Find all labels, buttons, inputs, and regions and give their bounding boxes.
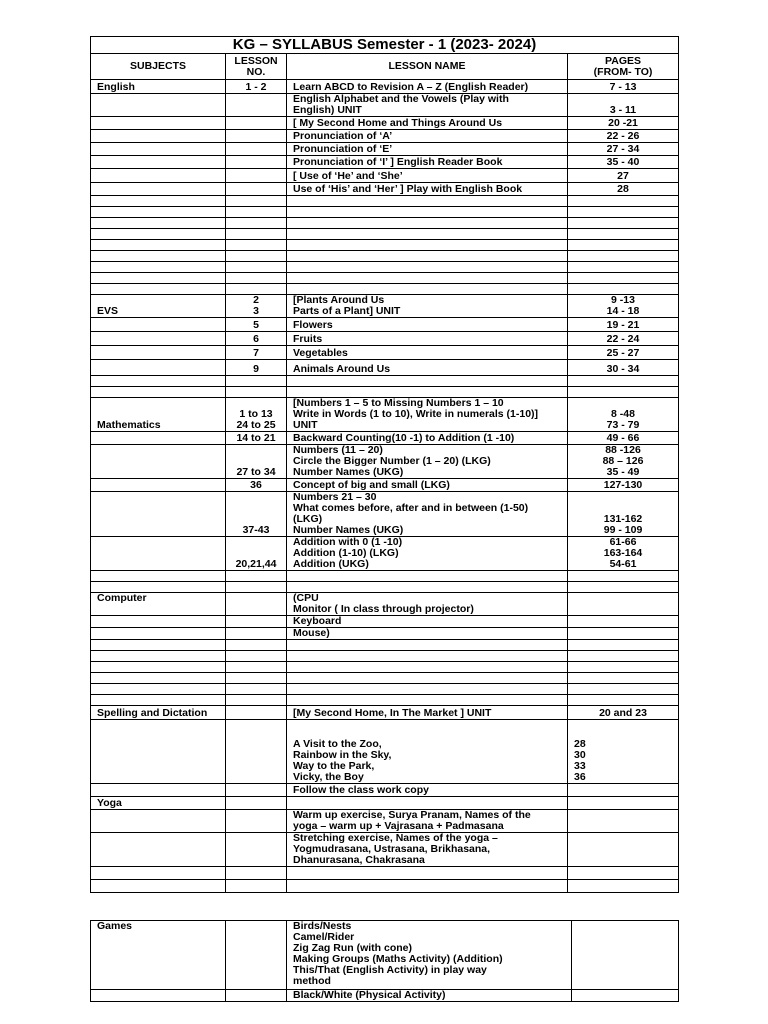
lesson-name: English Alphabet and the Vowels (Play with English) UNIT: [287, 94, 568, 117]
table-row: [91, 398, 679, 432]
header-lesson-no: LESSON NO.: [226, 54, 287, 80]
subject-games: Games: [91, 921, 226, 990]
pages: 22 - 24: [568, 332, 679, 346]
table-row: [91, 143, 679, 156]
table-row: [91, 117, 679, 130]
table-row: [91, 295, 679, 318]
empty-row: [91, 867, 679, 880]
pages: 35 - 40: [568, 156, 679, 169]
pages: 49 - 66: [568, 432, 679, 445]
table-row: [91, 492, 679, 537]
empty-row: [91, 240, 679, 251]
pages: 88 -126 88 – 126 35 - 49: [568, 445, 679, 479]
table-row: [91, 990, 679, 1002]
table-row: [91, 183, 679, 196]
pages: 30 - 34: [568, 360, 679, 376]
empty-row: [91, 262, 679, 273]
lesson-no: 1 to 13 24 to 25: [226, 398, 287, 432]
lesson-no: 6: [226, 332, 287, 346]
empty-row: [91, 662, 679, 673]
lesson-name: Black/White (Physical Activity): [287, 990, 572, 1002]
lesson-no: 36: [226, 479, 287, 492]
lesson-no: 2 3: [226, 295, 287, 318]
table-row: [91, 432, 679, 445]
lesson-name: Animals Around Us: [287, 360, 568, 376]
empty-row: [91, 218, 679, 229]
lesson-name: [My Second Home, In The Market ] UNIT: [287, 706, 568, 720]
lesson-no: 20,21,44: [226, 537, 287, 571]
empty-row: [91, 695, 679, 706]
lesson-no: 9: [226, 360, 287, 376]
table-row: [91, 94, 679, 117]
table-row: [91, 593, 679, 616]
lesson-name: Use of ‘His’ and ‘Her’ ] Play with English Book: [287, 183, 568, 196]
pages: 19 - 21: [568, 318, 679, 332]
page-title: KG – SYLLABUS Semester - 1 (2023- 2024): [91, 37, 679, 54]
lesson-name: Stretching exercise, Names of the yoga – Yogmudrasana, Ustrasana, Brikhasana, Dhanurasana, Chakrasana: [287, 833, 568, 867]
lesson-name: Birds/Nests Camel/Rider Zig Zag Run (with cone) Making Groups (Maths Activity) (Addition) This/That (English Activity) in play way method: [287, 921, 572, 990]
header-subjects: SUBJECTS: [91, 54, 226, 80]
pages: 3 - 11: [568, 94, 679, 117]
lesson-no: 1 - 2: [226, 80, 287, 94]
pages: 131-162 99 - 109: [568, 492, 679, 537]
empty-row: [91, 229, 679, 240]
subject-yoga: Yoga: [91, 797, 226, 810]
lesson-name: [ My Second Home and Things Around Us: [287, 117, 568, 130]
lesson-name: Vegetables: [287, 346, 568, 360]
table-row: [91, 80, 679, 94]
syllabus-table: [90, 36, 679, 893]
table-row: [91, 445, 679, 479]
header-lesson-name: LESSON NAME: [287, 54, 568, 80]
pages: 61-66 163-164 54-61: [568, 537, 679, 571]
subject-computer: Computer: [91, 593, 226, 616]
table-row: [91, 332, 679, 346]
subject-english: English: [91, 80, 226, 94]
empty-row: [91, 651, 679, 662]
pages: 27: [568, 169, 679, 183]
games-table: [90, 920, 679, 1002]
empty-row: [91, 880, 679, 893]
table-row: [91, 797, 679, 810]
lesson-name: Backward Counting(10 -1) to Addition (1 -10): [287, 432, 568, 445]
pages: [568, 784, 679, 797]
lesson-name: Learn ABCD to Revision A – Z (English Reader): [287, 80, 568, 94]
empty-row: [91, 640, 679, 651]
pages: 8 -48 73 - 79: [568, 398, 679, 432]
lesson-name: Pronunciation of ‘I’ ] English Reader Book: [287, 156, 568, 169]
empty-row: [91, 673, 679, 684]
lesson-name: Warm up exercise, Surya Pranam, Names of the yoga – warm up + Vajrasana + Padmasana: [287, 810, 568, 833]
pages: 27 - 34: [568, 143, 679, 156]
lesson-name: [Plants Around Us Parts of a Plant] UNIT: [287, 295, 568, 318]
lesson-name: Concept of big and small (LKG): [287, 479, 568, 492]
lesson-name: Addition with 0 (1 -10) Addition (1-10) (LKG) Addition (UKG): [287, 537, 568, 571]
table-row: [91, 169, 679, 183]
empty-row: [91, 251, 679, 262]
lesson-name: Numbers (11 – 20) Circle the Bigger Number (1 – 20) (LKG) Number Names (UKG): [287, 445, 568, 479]
empty-row: [91, 207, 679, 218]
empty-row: [91, 571, 679, 582]
pages: 20 -21: [568, 117, 679, 130]
pages: 127-130: [568, 479, 679, 492]
empty-row: [91, 376, 679, 387]
table-row: [91, 318, 679, 332]
lesson-name: (CPU Monitor ( In class through projector): [287, 593, 568, 616]
pages: 28: [568, 183, 679, 196]
table-row: [91, 156, 679, 169]
table-row: [91, 810, 679, 833]
lesson-name: Mouse): [287, 628, 568, 640]
pages: 9 -13 14 - 18: [568, 295, 679, 318]
table-row: [91, 479, 679, 492]
subject-evs: EVS: [91, 295, 226, 318]
lesson-name: Keyboard: [287, 616, 568, 628]
lesson-no: 37-43: [226, 492, 287, 537]
pages: 7 - 13: [568, 80, 679, 94]
pages: 20 and 23: [568, 706, 679, 720]
empty-row: [91, 582, 679, 593]
table-row: [91, 784, 679, 797]
lesson-name: Flowers: [287, 318, 568, 332]
pages: 28 30 33 36: [568, 720, 679, 784]
lesson-name: Fruits: [287, 332, 568, 346]
lesson-name: [ Use of ‘He’ and ‘She’: [287, 169, 568, 183]
table-row: [91, 130, 679, 143]
empty-row: [91, 684, 679, 695]
pages: 25 - 27: [568, 346, 679, 360]
table-row: [91, 921, 679, 990]
lesson-name: Follow the class work copy: [287, 784, 568, 797]
table-row: [91, 360, 679, 376]
subject-mathematics: Mathematics: [91, 398, 226, 432]
lesson-no: 5: [226, 318, 287, 332]
lesson-no: 7: [226, 346, 287, 360]
empty-row: [91, 196, 679, 207]
empty-row: [91, 284, 679, 295]
lesson-name: Numbers 21 – 30 What comes before, after and in between (1-50) (LKG) Number Names (UKG): [287, 492, 568, 537]
table-row: [91, 833, 679, 867]
table-row: [91, 628, 679, 640]
pages: 22 - 26: [568, 130, 679, 143]
lesson-name: Pronunciation of ‘E’: [287, 143, 568, 156]
lesson-name: [Numbers 1 – 5 to Missing Numbers 1 – 10 Write in Words (1 to 10), Write in numerals (1-10)] UNIT: [287, 398, 568, 432]
empty-row: [91, 387, 679, 398]
table-row: [91, 537, 679, 571]
lesson-name: A Visit to the Zoo, Rainbow in the Sky, Way to the Park, Vicky, the Boy: [287, 720, 568, 784]
lesson-no: 27 to 34: [226, 445, 287, 479]
header-pages: PAGES (FROM- TO): [568, 54, 679, 80]
table-row: [91, 616, 679, 628]
subject-spelling-dictation: Spelling and Dictation: [91, 706, 226, 720]
table-row: [91, 720, 679, 784]
table-row: [91, 706, 679, 720]
lesson-no: 14 to 21: [226, 432, 287, 445]
empty-row: [91, 273, 679, 284]
lesson-name: Pronunciation of ‘A’: [287, 130, 568, 143]
table-row: [91, 346, 679, 360]
